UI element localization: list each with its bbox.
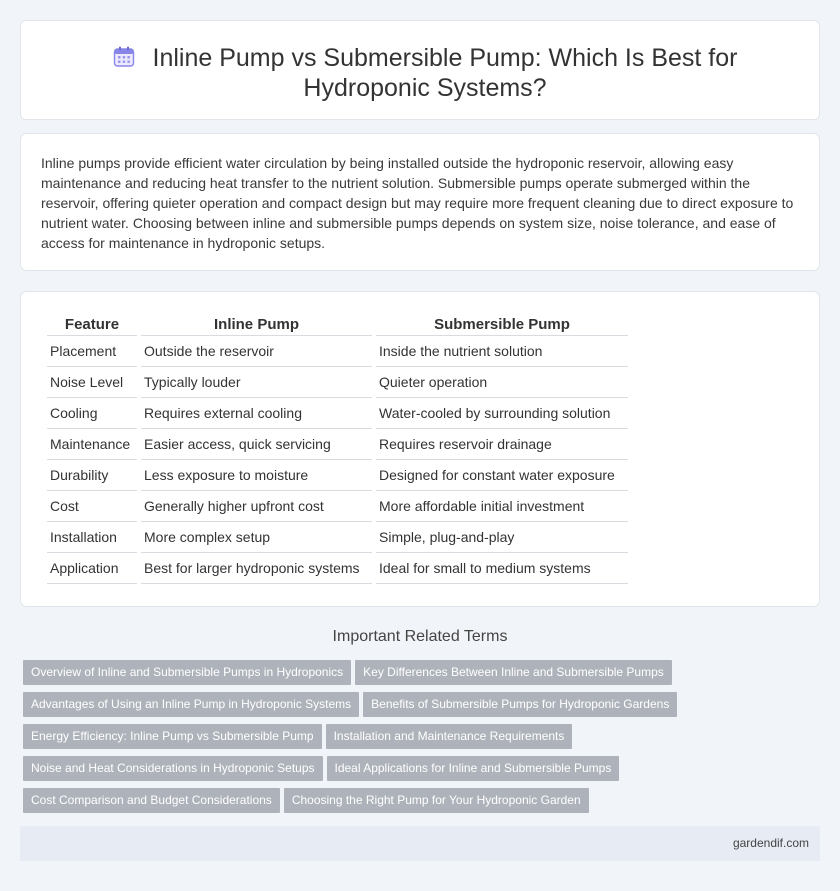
header-submersible-pump: Submersible Pump [376,314,628,336]
related-term-tag[interactable]: Ideal Applications for Inline and Submersible Pumps [327,756,620,781]
inline-cell: Best for larger hydroponic systems [141,553,372,584]
comparison-table [43,314,632,584]
submersible-cell: Requires reservoir drainage [376,429,628,460]
calendar-icon [113,46,135,68]
page-title: Inline Pump vs Submersible Pump: Which Is Best for Hydroponic Systems? [152,44,738,102]
submersible-cell: Simple, plug-and-play [376,522,628,553]
related-terms-title: Important Related Terms [332,628,508,645]
feature-cell: Maintenance [47,429,137,460]
table-row [47,398,628,429]
footer [20,826,820,861]
header-feature: Feature [47,314,137,336]
feature-cell: Installation [47,522,137,553]
table-row [47,522,628,553]
header-inline-pump: Inline Pump [141,314,372,336]
table-row [47,367,628,398]
table-row [47,336,628,367]
comparison-card [20,291,820,607]
inline-cell: Typically louder [141,367,372,398]
related-term-tag[interactable]: Benefits of Submersible Pumps for Hydroponic Gardens [363,692,677,717]
submersible-cell: Designed for constant water exposure [376,460,628,491]
inline-cell: Requires external cooling [141,398,372,429]
table-header-row [47,314,628,336]
related-term-tag[interactable]: Noise and Heat Considerations in Hydroponic Setups [23,756,323,781]
intro-card [20,133,820,271]
footer-site-link[interactable]: gardendif.com [732,836,809,850]
related-term-tag[interactable]: Overview of Inline and Submersible Pumps in Hydroponics [23,660,351,685]
related-term-tag[interactable]: Cost Comparison and Budget Considerations [23,788,280,813]
related-term-tag[interactable]: Key Differences Between Inline and Submersible Pumps [355,660,672,685]
feature-cell: Cost [47,491,137,522]
table-row [47,460,628,491]
related-term-tag[interactable]: Installation and Maintenance Requirements [326,724,573,749]
table-row [47,491,628,522]
submersible-cell: Inside the nutrient solution [376,336,628,367]
feature-cell: Cooling [47,398,137,429]
table-row [47,429,628,460]
submersible-cell: Water-cooled by surrounding solution [376,398,628,429]
related-terms-list [23,660,723,820]
feature-cell: Durability [47,460,137,491]
related-term-tag[interactable]: Advantages of Using an Inline Pump in Hydroponic Systems [23,692,359,717]
header-card [20,20,820,120]
inline-cell: More complex setup [141,522,372,553]
feature-cell: Noise Level [47,367,137,398]
related-term-tag[interactable]: Choosing the Right Pump for Your Hydroponic Garden [284,788,589,813]
submersible-cell: Ideal for small to medium systems [376,553,628,584]
intro-paragraph: Inline pumps provide efficient water circulation by being installed outside the hydroponic reservoir, allowing easy maintenance and reducing heat transfer to the nutrient solution. Submersible pumps operate submerged within the reservoir, offering quieter operation and compact design but may require more frequent cleaning due to direct exposure to nutrient water. Choosing between inline and submersible pumps depends on system size, noise tolerance, and ease of access for maintenance in hydroponic setups. [41,155,794,251]
inline-cell: Less exposure to moisture [141,460,372,491]
submersible-cell: Quieter operation [376,367,628,398]
page-title-block [61,43,789,103]
related-term-tag[interactable]: Energy Efficiency: Inline Pump vs Submersible Pump [23,724,322,749]
feature-cell: Placement [47,336,137,367]
submersible-cell: More affordable initial investment [376,491,628,522]
inline-cell: Outside the reservoir [141,336,372,367]
table-row [47,553,628,584]
inline-cell: Generally higher upfront cost [141,491,372,522]
feature-cell: Application [47,553,137,584]
inline-cell: Easier access, quick servicing [141,429,372,460]
